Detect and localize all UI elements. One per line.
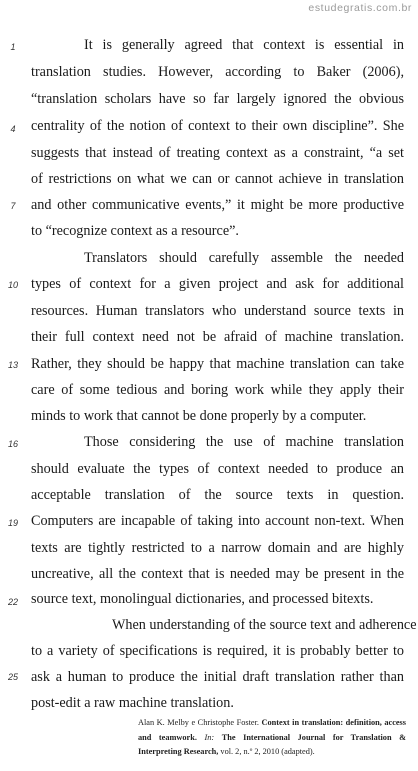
paragraph-4-line: post-edit a raw machine translation. bbox=[31, 695, 234, 711]
paragraph-2-line: care of some tedious and boring work while they apply their bbox=[31, 382, 404, 398]
paragraph-3-line: should evaluate the types of context needed to produce an bbox=[31, 461, 404, 477]
paragraph-1-line: “translation scholars have so far largely ignored the obvious bbox=[31, 91, 404, 107]
paragraph-3-line: source text, monolingual dictionaries, and processed bitexts. bbox=[31, 591, 374, 607]
paragraph-1-line: of restrictions on what we can or cannot achieve in translation bbox=[31, 171, 404, 187]
paragraph-3-line: Computers are incapable of taking into account non-text. When bbox=[31, 513, 404, 529]
paragraph-3-line: uncreative, all the context that is needed may be present in the bbox=[31, 566, 404, 582]
paragraph-2-line: minds to work that cannot be done properly by a computer. bbox=[31, 408, 367, 424]
line-number: 13 bbox=[7, 360, 18, 370]
paragraph-4-line: When understanding of the source text and adherence bbox=[112, 617, 417, 633]
paragraph-4-line: to a variety of specifications is required, it is probably better to bbox=[31, 643, 404, 659]
paragraph-4-line: ask a human to produce the initial draft translation rather than bbox=[31, 669, 404, 685]
paragraph-2-line: Rather, they should be happy that machine translation can take bbox=[31, 356, 404, 372]
paragraph-3-line: acceptable translation of the source texts in question. bbox=[31, 487, 404, 503]
line-number: 7 bbox=[10, 201, 16, 211]
paragraph-1-line: and other communicative events,” it might be more productive bbox=[31, 197, 404, 213]
line-number: 16 bbox=[7, 439, 18, 449]
paragraph-1-line: It is generally agreed that context is essential in bbox=[84, 37, 404, 53]
citation-in-label: In: bbox=[204, 732, 215, 742]
paragraph-2-line: types of context for a given project and ask for additional bbox=[31, 276, 404, 292]
paragraph-2-line: Translators should carefully assemble the needed bbox=[84, 250, 404, 266]
citation-details: vol. 2, n.º 2, 2010 (adapted). bbox=[220, 747, 315, 756]
site-watermark: estudegratis.com.br bbox=[308, 2, 412, 14]
line-number: 10 bbox=[7, 280, 18, 290]
source-citation bbox=[138, 716, 406, 760]
paragraph-2-line: resources. Human translators who understand source texts in bbox=[31, 303, 404, 319]
line-number: 22 bbox=[7, 597, 18, 607]
citation-journal: The International Journal for Translation & Interpreting Research, bbox=[138, 732, 407, 756]
paragraph-1-line: to “recognize context as a resource”. bbox=[31, 223, 239, 239]
citation-authors: Alan K. Melby e Christophe Foster. bbox=[138, 718, 259, 727]
line-number: 19 bbox=[7, 518, 18, 528]
line-number: 1 bbox=[10, 42, 16, 52]
paragraph-3-line: texts are tightly restricted to a narrow domain and are highly bbox=[31, 540, 404, 556]
paragraph-1-line: translation studies. However, according to Baker (2006), bbox=[31, 64, 404, 80]
citation-title: Context in translation: definition, access and teamwork. bbox=[138, 718, 407, 742]
paragraph-1-line: suggests that instead of treating context as a constraint, “a set bbox=[31, 145, 404, 161]
line-number: 4 bbox=[10, 124, 16, 134]
paragraph-2-line: their full context need not be afraid of machine translation. bbox=[31, 329, 404, 345]
paragraph-3-line: Those considering the use of machine translation bbox=[84, 434, 404, 450]
line-number: 25 bbox=[7, 672, 18, 682]
paragraph-1-line: centrality of the notion of context to their own discipline”. She bbox=[31, 118, 404, 134]
